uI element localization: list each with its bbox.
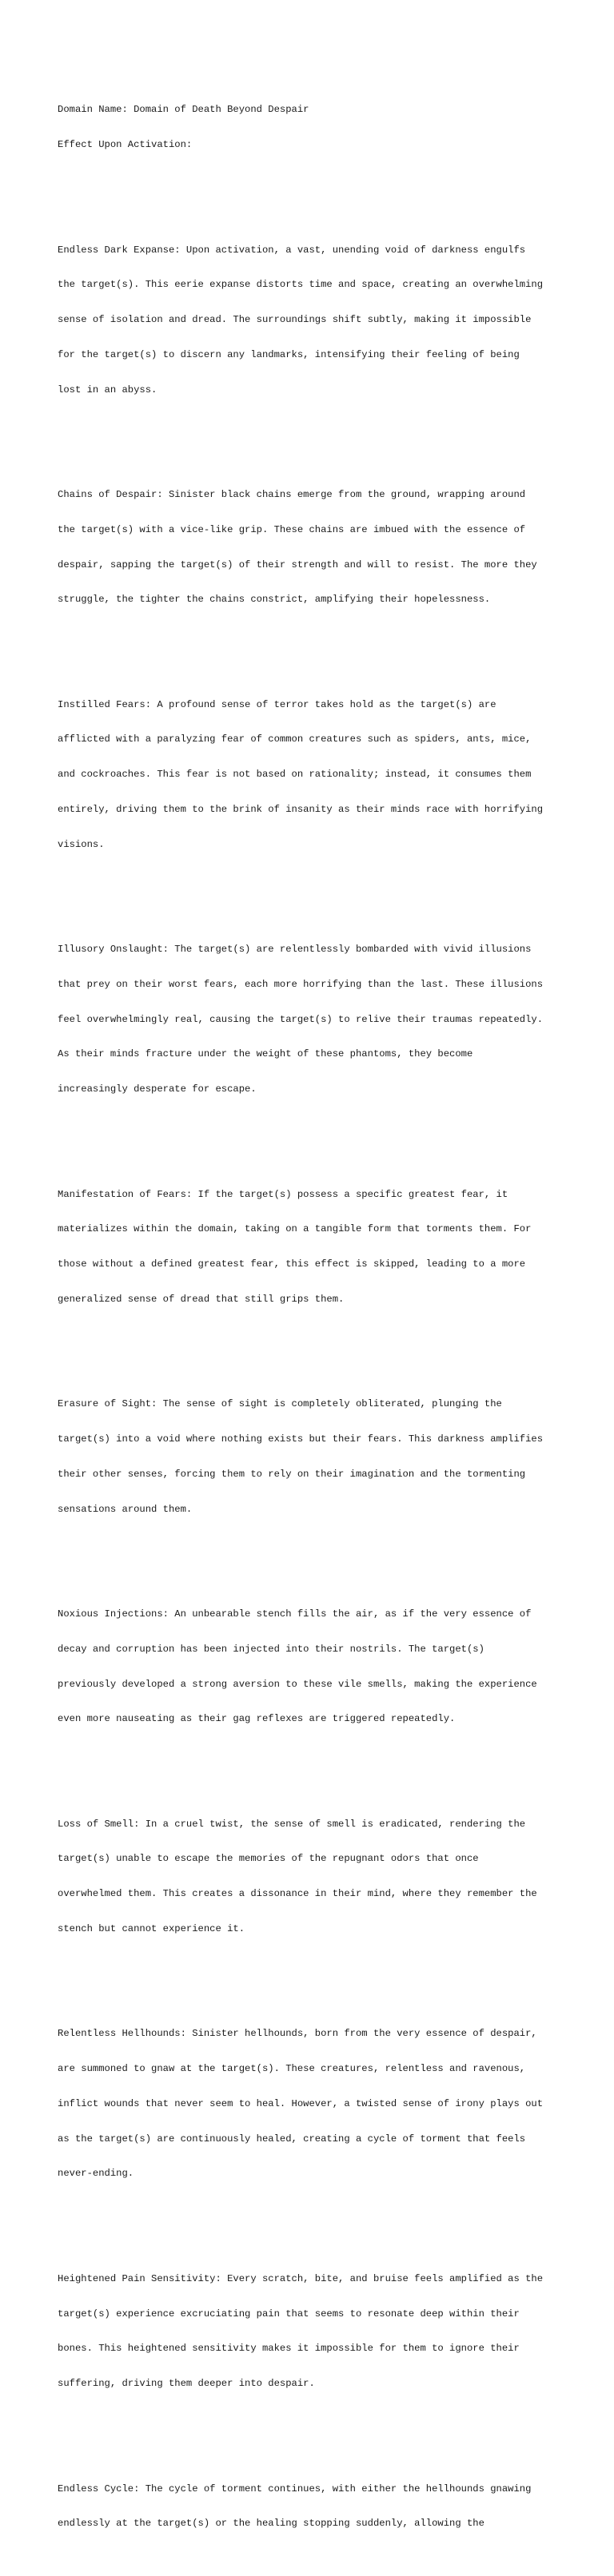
paragraph-line: overwhelmed them. This creates a dissonance in their mind, where they remember the bbox=[58, 1888, 537, 1900]
paragraph-line: sense of isolation and dread. The surroundings shift subtly, making it impossible bbox=[58, 314, 532, 326]
paragraph-line: and cockroaches. This fear is not based on rationality; instead, it consumes them bbox=[58, 769, 532, 781]
paragraph-heightened-pain-sensitivity bbox=[58, 2250, 569, 2413]
paragraph-line: target(s) unable to escape the memories of the repugnant odors that once bbox=[58, 1853, 479, 1865]
paragraph-line: Manifestation of Fears: If the target(s) possess a specific greatest fear, it bbox=[58, 1188, 508, 1200]
paragraph-line: target(s) experience excruciating pain that seems to resonate deep within their bbox=[58, 2308, 520, 2320]
paragraph-line: for the target(s) to discern any landmarks, intensifying their feeling of being bbox=[58, 348, 520, 360]
document-page bbox=[58, 58, 569, 2576]
paragraph-line: stench but cannot experience it. bbox=[58, 1923, 245, 1934]
paragraph-line: inflict wounds that never seem to heal. However, a twisted sense of irony plays out bbox=[58, 2097, 544, 2109]
paragraph-line: Heightened Pain Sensitivity: Every scratch, bite, and bruise feels amplified as the bbox=[58, 2272, 544, 2284]
effect-heading-line: Effect Upon Activation: bbox=[58, 139, 193, 151]
paragraph-manifestation-of-fears bbox=[58, 1165, 569, 1328]
paragraph-line: Instilled Fears: A profound sense of terror takes hold as the target(s) are bbox=[58, 698, 496, 710]
paragraph-line: lost in an abyss. bbox=[58, 384, 157, 396]
paragraph-line: generalized sense of dread that still grips them. bbox=[58, 1293, 345, 1305]
paragraph-line: even more nauseating as their gag reflexes are triggered repeatedly. bbox=[58, 1713, 456, 1725]
paragraph-line: as the target(s) are continuously healed, creating a cycle of torment that feels bbox=[58, 2133, 526, 2145]
paragraph-line: Noxious Injections: An unbearable stench fills the air, as if the very essence of bbox=[58, 1608, 532, 1620]
paragraph-line: feel overwhelmingly real, causing the target(s) to relive their traumas repeatedly. bbox=[58, 1013, 544, 1025]
paragraph-line: the target(s). This eerie expanse distorts time and space, creating an overwhelming bbox=[58, 279, 544, 291]
domain-name-line: Domain Name: Domain of Death Beyond Despair bbox=[58, 104, 309, 116]
paragraph-line: are summoned to gnaw at the target(s). These creatures, relentless and ravenous, bbox=[58, 2063, 526, 2075]
paragraph-line: the target(s) with a vice-like grip. These chains are imbued with the essence of bbox=[58, 523, 526, 535]
document-header bbox=[58, 81, 569, 174]
paragraph-line: target(s) into a void where nothing exists but their fears. This darkness amplifies bbox=[58, 1433, 544, 1445]
paragraph-line: Endless Dark Expanse: Upon activation, a vast, unending void of darkness engulfs bbox=[58, 244, 526, 256]
paragraph-line: those without a defined greatest fear, this effect is skipped, leading to a more bbox=[58, 1258, 526, 1270]
paragraph-line: materializes within the domain, taking on a tangible form that torments them. For bbox=[58, 1223, 532, 1235]
paragraph-endless-cycle bbox=[58, 2459, 569, 2553]
paragraph-illusory-onslaught bbox=[58, 920, 569, 1119]
paragraph-relentless-hellhounds bbox=[58, 2005, 569, 2203]
paragraph-line: previously developed a strong aversion to these vile smells, making the experience bbox=[58, 1678, 537, 1690]
paragraph-line: decay and corruption has been injected into their nostrils. The target(s) bbox=[58, 1643, 484, 1655]
paragraph-endless-dark-expanse bbox=[58, 221, 569, 419]
paragraph-line: struggle, the tighter the chains constrict, amplifying their hopelessness. bbox=[58, 594, 491, 606]
paragraph-line: suffering, driving them deeper into despair. bbox=[58, 2378, 315, 2390]
paragraph-instilled-fears bbox=[58, 675, 569, 873]
paragraph-line: sensations around them. bbox=[58, 1503, 193, 1515]
paragraph-line: Erasure of Sight: The sense of sight is completely obliterated, plunging the bbox=[58, 1398, 502, 1410]
paragraph-line: despair, sapping the target(s) of their strength and will to resist. The more they bbox=[58, 559, 537, 570]
paragraph-line: Illusory Onslaught: The target(s) are relentlessly bombarded with vivid illusions bbox=[58, 944, 532, 956]
paragraph-line: increasingly desperate for escape. bbox=[58, 1083, 257, 1095]
paragraph-line: that prey on their worst fears, each more horrifying than the last. These illusions bbox=[58, 978, 544, 990]
paragraph-line: Relentless Hellhounds: Sinister hellhounds, born from the very essence of despair, bbox=[58, 2028, 537, 2040]
paragraph-line: afflicted with a paralyzing fear of common creatures such as spiders, ants, mice, bbox=[58, 733, 532, 745]
paragraph-line: entirely, driving them to the brink of insanity as their minds race with horrifying bbox=[58, 804, 544, 815]
paragraph-line: endlessly at the target(s) or the healing stopping suddenly, allowing the bbox=[58, 2518, 484, 2530]
paragraph-noxious-injections bbox=[58, 1585, 569, 1748]
paragraph-chains-of-despair bbox=[58, 466, 569, 629]
paragraph-line: As their minds fracture under the weight of these phantoms, they become bbox=[58, 1048, 473, 1060]
paragraph-line: Endless Cycle: The cycle of torment continues, with either the hellhounds gnawing bbox=[58, 2483, 532, 2495]
paragraph-line: their other senses, forcing them to rely on their imagination and the tormenting bbox=[58, 1468, 526, 1480]
paragraph-line: never-ending. bbox=[58, 2168, 134, 2180]
paragraph-line: visions. bbox=[58, 838, 105, 850]
paragraph-line: bones. This heightened sensitivity makes it impossible for them to ignore their bbox=[58, 2343, 520, 2355]
paragraph-line: Chains of Despair: Sinister black chains emerge from the ground, wrapping around bbox=[58, 488, 526, 500]
paragraph-line: Loss of Smell: In a cruel twist, the sense of smell is eradicated, rendering the bbox=[58, 1818, 526, 1830]
paragraph-erasure-of-sight bbox=[58, 1375, 569, 1538]
paragraph-loss-of-smell bbox=[58, 1795, 569, 1958]
